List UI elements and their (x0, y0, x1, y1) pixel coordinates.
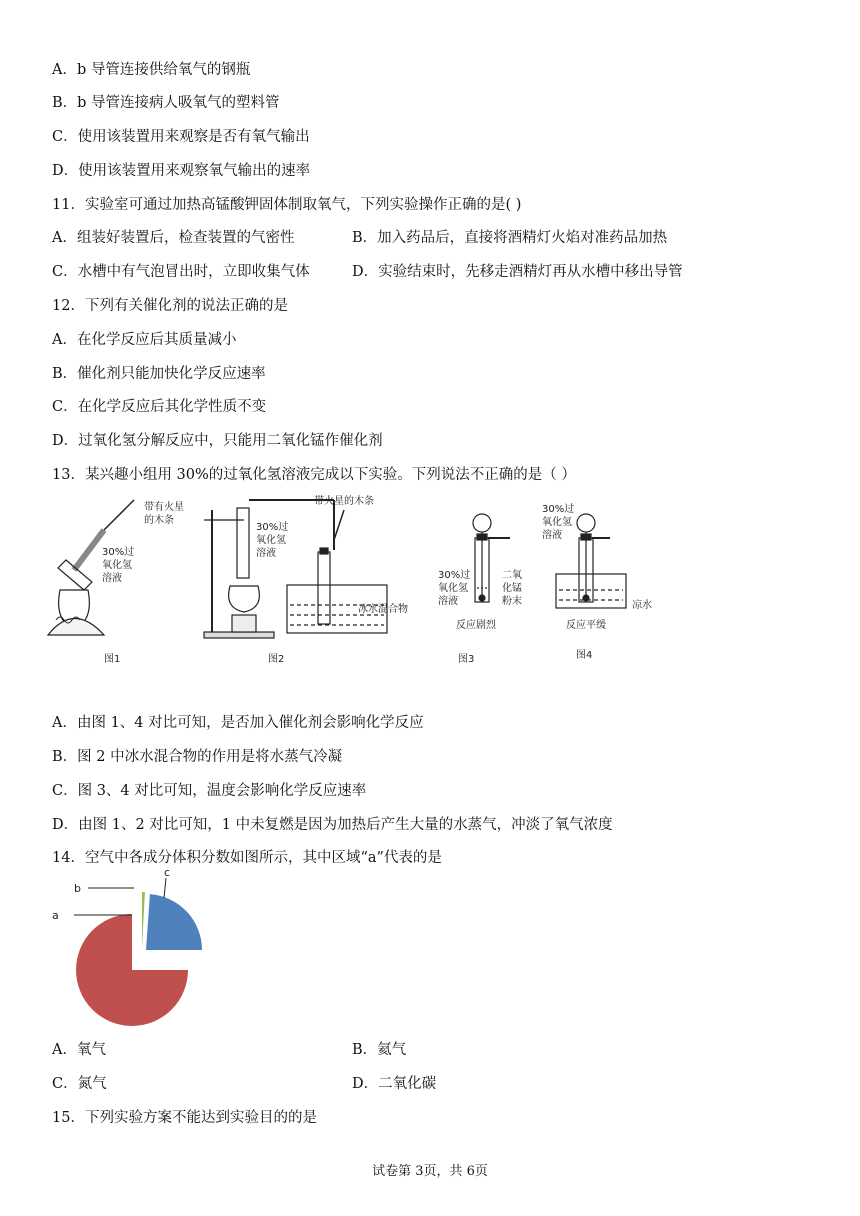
fig2-solution-label-2: 氧化氢 (256, 535, 286, 546)
fig3-caption: 图3 (458, 654, 475, 665)
q14-option-b: B．氦气 (352, 1042, 407, 1058)
q13-option-b: B．图 2 中冰水混合物的作用是将水蒸气冷凝 (52, 749, 343, 765)
fig2-solution-label-3: 溶液 (256, 548, 276, 559)
fig2-splint-label: 带火星的木条 (314, 496, 374, 507)
fig4-apparatus (556, 514, 626, 608)
fig3-solution-label-1: 30%过 (438, 570, 471, 581)
q10-option-b: B．b 导管连接病人吸氧气的塑料管 (52, 95, 280, 111)
fig3-catalyst-label-2: 化锰 (502, 583, 522, 594)
fig2-solution-label-1: 30%过 (256, 522, 289, 533)
fig2-caption: 图2 (268, 654, 285, 665)
q13-option-d: D．由图 1、2 对比可知，1 中未复燃是因为加热后产生大量的水蒸气，冲淡了氧气浓度 (52, 817, 613, 833)
q13-option-c: C．图 3、4 对比可知，温度会影响化学反应速率 (52, 783, 367, 799)
pie-slice-b (142, 892, 145, 948)
fig3-solution-label-2: 氧化氢 (438, 583, 468, 594)
q13-experiment-figure (44, 490, 664, 670)
q14-pie-chart (48, 870, 208, 1030)
fig1-solution-label-1: 30%过 (102, 547, 135, 558)
fig4-solution-label-3: 溶液 (542, 530, 562, 541)
q10-option-d: D．使用该装置用来观察氧气输出的速率 (52, 163, 311, 179)
fig4-solution-label-2: 氧化氢 (542, 517, 572, 528)
fig2-apparatus (204, 500, 387, 638)
q14-option-d: D．二氧化碳 (352, 1076, 437, 1092)
q14-option-a: A．氧气 (52, 1042, 106, 1058)
q11-option-c: C．水槽中有气泡冒出时，立即收集气体 (52, 264, 310, 280)
pie-label-a: a (52, 909, 59, 922)
fig3-solution-label-3: 溶液 (438, 596, 458, 607)
q11-option-d: D．实验结束时，先移走酒精灯再从水槽中移出导管 (352, 264, 683, 280)
pie-label-b: b (74, 882, 81, 895)
page-footer: 试卷第 3页，共 6页 (372, 1164, 488, 1179)
fig1-caption: 图1 (104, 654, 121, 665)
q11-option-a: A．组装好装置后，检查装置的气密性 (52, 230, 295, 246)
q11-stem: 11．实验室可通过加热高锰酸钾固体制取氧气，下列实验操作正确的是( ) (52, 197, 522, 213)
fig3-catalyst-label-1: 二氧 (502, 570, 522, 581)
pie-slice-c (146, 894, 202, 950)
q14-stem: 14．空气中各成分体积分数如图所示，其中区域“a”代表的是 (52, 850, 442, 866)
q13-option-a: A．由图 1、4 对比可知，是否加入催化剂会影响化学反应 (52, 715, 424, 731)
fig4-reaction-label: 反应平缓 (566, 620, 606, 631)
fig3-catalyst-label-3: 粉末 (502, 596, 522, 607)
q15-stem: 15．下列实验方案不能达到实验目的的是 (52, 1110, 317, 1126)
q12-option-b: B．催化剂只能加快化学反应速率 (52, 366, 266, 382)
pie-label-c: c (164, 870, 171, 879)
q13-stem: 13．某兴趣小组用 30%的过氧化氢溶液完成以下实验。下列说法不正确的是（ ） (52, 467, 576, 483)
q11-option-b: B．加入药品后，直接将酒精灯火焰对准药品加热 (352, 230, 668, 246)
fig4-caption: 图4 (576, 650, 593, 661)
fig2-ice-label: 冰水混合物 (358, 604, 408, 615)
q12-option-a: A．在化学反应后其质量减小 (52, 332, 237, 348)
q10-option-a: A．b 导管连接供给氧气的钢瓶 (52, 62, 251, 78)
fig1-splint-label-2: 的木条 (144, 515, 174, 526)
fig4-solution-label-1: 30%过 (542, 504, 575, 515)
q10-option-c: C．使用该装置用来观察是否有氧气输出 (52, 129, 310, 145)
fig1-splint-label-1: 带有火星 (144, 502, 184, 513)
q12-stem: 12．下列有关催化剂的说法正确的是 (52, 298, 288, 314)
fig1-solution-label-3: 溶液 (102, 573, 122, 584)
fig1-solution-label-2: 氧化氢 (102, 560, 132, 571)
q12-option-c: C．在化学反应后其化学性质不变 (52, 399, 267, 415)
fig3-reaction-label: 反应剧烈 (456, 620, 496, 631)
q14-option-c: C．氮气 (52, 1076, 107, 1092)
q12-option-d: D．过氧化氢分解反应中，只能用二氧化锰作催化剂 (52, 433, 383, 449)
fig4-water-label: 凉水 (632, 600, 652, 611)
